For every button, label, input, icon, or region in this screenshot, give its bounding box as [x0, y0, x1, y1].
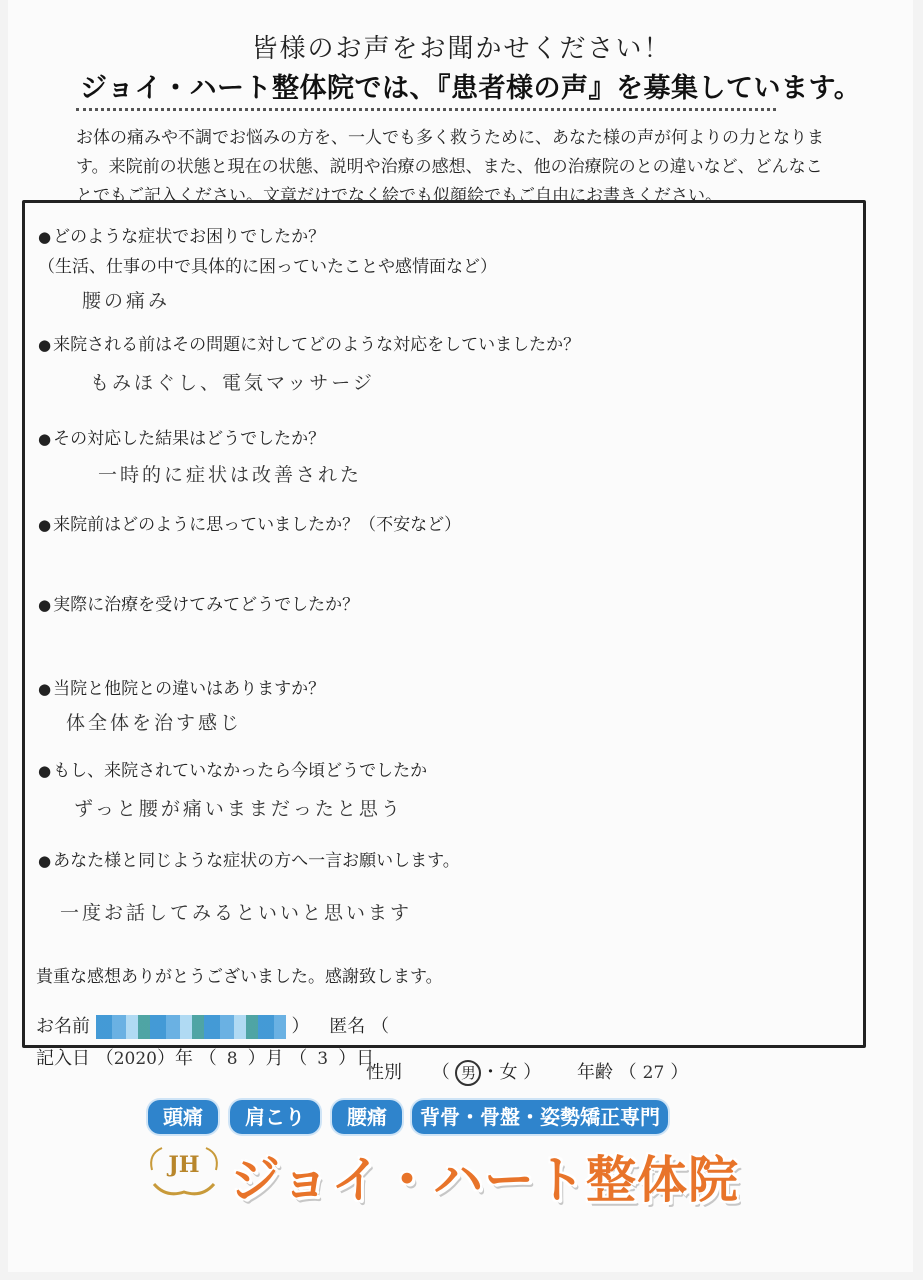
question-6: ● 当院と他院との違いはありますか？ — [38, 679, 326, 699]
paren-open: （ — [370, 1016, 389, 1037]
gender-separator: ・ — [481, 1062, 500, 1083]
tag-spine-pelvis-posture: 背骨・骨盤・姿勢矯正専門 — [412, 1100, 668, 1134]
intro-line: お体の痛みや不調でお悩みの方を、一人でも多く救うために、あなた様の声が何よりの力となりま — [76, 128, 824, 148]
gender-male-circled: 男 — [455, 1060, 481, 1086]
dotted-divider — [76, 108, 776, 111]
question-8: ● あなた様と同じような症状の方へ一言お願いします。 — [38, 851, 460, 871]
question-1-note: （生活、仕事の中で具体的に困っていたことや感情面など） — [38, 257, 497, 277]
paren-close: ） — [291, 1016, 310, 1037]
age-label: 年齢 — [576, 1062, 613, 1083]
name-field — [36, 1012, 389, 1039]
date-row: 記入日 （2020）年 （ 8 ）月 （ 3 ）日 — [36, 1048, 375, 1069]
intro-line: す。来院前の状態と現在の状態、説明や治療の感想、また、他の治療院のとの違いなど、どんなこ — [76, 157, 823, 177]
bullet-icon: ● — [38, 430, 52, 448]
question-7: ● もし、来院されていなかったら今頃どうでしたか — [38, 761, 428, 781]
year-unit: 年 — [175, 1048, 193, 1069]
intro-line: とでもご記入ください。文章だけでなく絵でも似顔絵でもご自由にお書きください。 — [76, 186, 722, 206]
gender-female: 女 — [499, 1062, 518, 1083]
thanks-message: 貴重な感想ありがとうございました。感謝致します。 — [36, 967, 443, 987]
tag-stiff-shoulders: 肩こり — [230, 1100, 320, 1134]
question-4: ● 来院前はどのように思っていましたか？（不安など） — [38, 515, 462, 535]
anon-label: 匿名 — [329, 1016, 366, 1037]
gender-row: 性別 （ 男 ・女 ） 年齢 （ 27 ） — [366, 1058, 688, 1086]
date-month: 8 — [226, 1049, 238, 1069]
date-label: 記入日 — [36, 1048, 90, 1069]
date-day: 3 — [317, 1049, 329, 1069]
tag-back-pain: 腰痛 — [332, 1100, 402, 1134]
date-year: 2020 — [113, 1049, 157, 1069]
answer-7: ずっと腰が痛いままだったと思う — [74, 798, 403, 820]
answer-3: 一時的に症状は改善された — [98, 464, 363, 486]
question-1: ● どのような症状でお困りでしたか？ — [38, 227, 326, 247]
question-5: ● 実際に治療を受けてみてどうでしたか？ — [38, 595, 360, 615]
question-2: ● 来院される前はその問題に対してどのような対応をしていましたか？ — [38, 335, 581, 355]
bullet-icon: ● — [38, 852, 52, 870]
page-title: 皆様のお声をお聞かせください！ — [251, 34, 672, 64]
brand-logo-icon — [146, 1140, 222, 1200]
tag-headache: 頭痛 — [148, 1100, 218, 1134]
name-redacted — [96, 1015, 286, 1039]
answer-2: もみほぐし、電気マッサージ — [90, 372, 375, 394]
page-subtitle: ジョイ・ハート整体院では、『患者様の声』を募集しています。 — [80, 73, 862, 104]
brand-name: ジョイ・ハート整体院 — [230, 1151, 739, 1209]
bullet-icon: ● — [38, 762, 52, 780]
logo-letters: JH — [168, 1152, 200, 1178]
bullet-icon: ● — [38, 228, 52, 246]
month-unit: 月 — [265, 1048, 284, 1069]
answer-6: 体全体を治す感じ — [66, 712, 243, 734]
question-3: ● その対応した結果はどうでしたか？ — [38, 429, 326, 449]
answer-8: 一度お話してみるといいと思います — [60, 902, 413, 924]
bullet-icon: ● — [38, 596, 52, 614]
day-unit: 日 — [356, 1048, 375, 1069]
intro-text — [76, 124, 896, 211]
answer-1: 腰の痛み — [82, 290, 171, 312]
bullet-icon: ● — [38, 516, 52, 534]
bullet-icon: ● — [38, 680, 52, 698]
bullet-icon: ● — [38, 336, 52, 354]
name-label: お名前 — [36, 1016, 90, 1037]
gender-label: 性別 — [366, 1062, 402, 1083]
age-value: 27 — [642, 1063, 665, 1083]
